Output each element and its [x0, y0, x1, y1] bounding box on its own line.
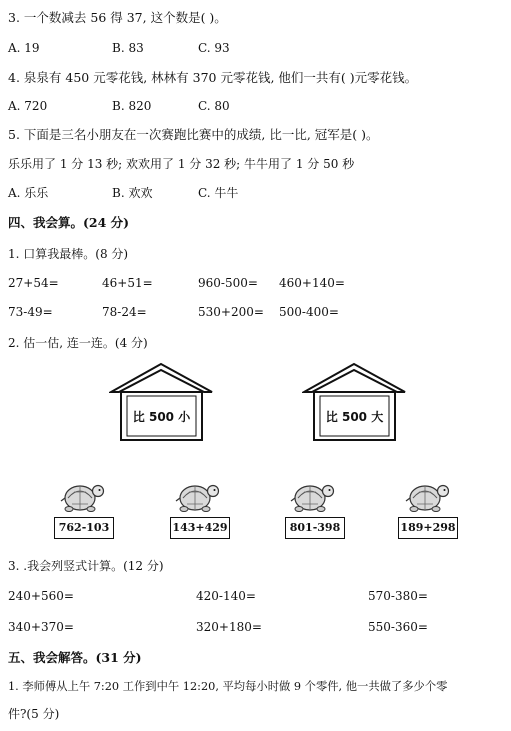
section5-q1-line2: 件?(5 分): [8, 707, 60, 721]
turtle-icon: [403, 478, 451, 517]
house-greater-than-500: [302, 362, 407, 442]
vertical-calc-item: 570-380=: [368, 589, 428, 603]
q3-stem: 3. 一个数减去 56 得 37, 这个数是( )。: [8, 10, 227, 25]
q5-option-c: C. 牛牛: [198, 186, 239, 200]
q5-option-b: B. 欢欢: [112, 186, 153, 200]
mental-math-item: 460+140=: [279, 276, 345, 290]
expression-card[interactable]: 762-103: [54, 517, 114, 539]
vertical-calc-item: 320+180=: [196, 620, 262, 634]
q3-option-c: C. 93: [198, 41, 230, 55]
q3-option-b: B. 83: [112, 41, 144, 55]
mental-math-item: 530+200=: [198, 305, 264, 319]
mental-math-item: 500-400=: [279, 305, 339, 319]
q4-option-a: A. 720: [8, 99, 48, 113]
q4-option-c: C. 80: [198, 99, 230, 113]
mental-math-item: 960-500=: [198, 276, 258, 290]
house-icon: [302, 362, 407, 442]
section5-q1-line1: 1. 李师傅从上午 7:20 工作到中午 12:20, 平均每小时做 9 个零件, 他一共做了多少个零: [8, 680, 448, 693]
section4-sub3-title: 3. .我会列竖式计算。(12 分): [8, 559, 164, 573]
q5-detail: 乐乐用了 1 分 13 秒; 欢欢用了 1 分 32 秒; 牛牛用了 1 分 50 秒: [8, 157, 355, 171]
mental-math-item: 46+51=: [102, 276, 153, 290]
house-less-than-500: [109, 362, 214, 442]
vertical-calc-item: 240+560=: [8, 589, 74, 603]
turtle-icon: [173, 478, 221, 517]
turtle-icon: [288, 478, 336, 517]
section5-title: 五、我会解答。(31 分): [8, 650, 142, 665]
mental-math-item: 78-24=: [102, 305, 147, 319]
expression-card[interactable]: 143+429: [170, 517, 230, 539]
house-label: 比 500 大: [325, 410, 384, 424]
section4-title: 四、我会算。(24 分): [8, 215, 130, 230]
q3-option-a: A. 19: [8, 41, 40, 55]
vertical-calc-item: 420-140=: [196, 589, 256, 603]
section4-sub2-title: 2. 估一估, 连一连。(4 分): [8, 336, 148, 350]
mental-math-item: 73-49=: [8, 305, 53, 319]
house-label: 比 500 小: [132, 410, 191, 424]
house-icon: [109, 362, 214, 442]
turtle-icon: [58, 478, 106, 517]
q4-option-b: B. 820: [112, 99, 152, 113]
q4-stem: 4. 泉泉有 450 元零花钱, 林林有 370 元零花钱, 他们一共有( )元零花钱。: [8, 70, 418, 85]
section4-sub1-title: 1. 口算我最棒。(8 分): [8, 247, 129, 261]
q5-option-a: A. 乐乐: [8, 186, 49, 200]
mental-math-item: 27+54=: [8, 276, 59, 290]
q5-stem: 5. 下面是三名小朋友在一次赛跑比赛中的成绩, 比一比, 冠军是( )。: [8, 127, 379, 142]
expression-card[interactable]: 801-398: [285, 517, 345, 539]
vertical-calc-item: 340+370=: [8, 620, 74, 634]
expression-card[interactable]: 189+298: [398, 517, 458, 539]
vertical-calc-item: 550-360=: [368, 620, 428, 634]
